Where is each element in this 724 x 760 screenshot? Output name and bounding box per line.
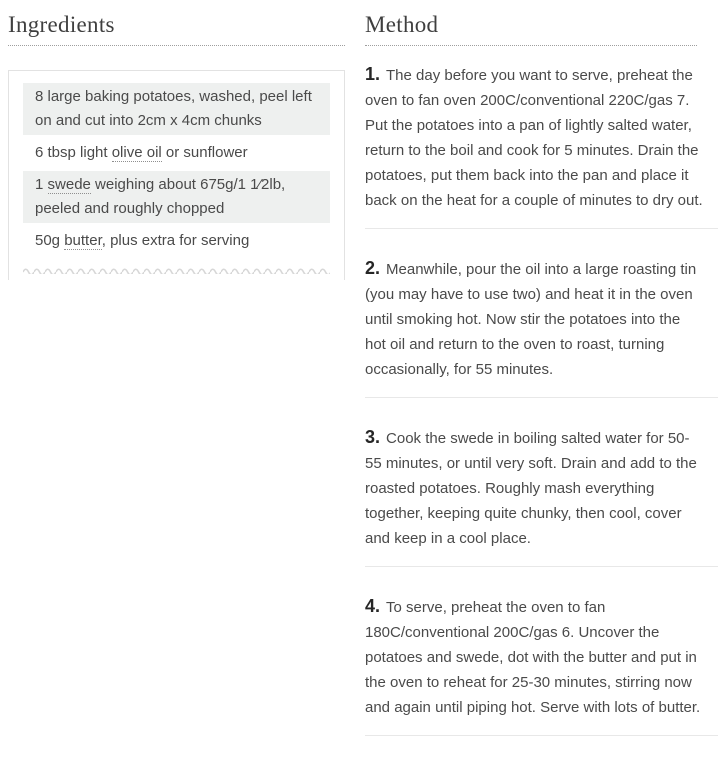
ingredient-text: 1 [35,176,48,193]
ingredient-text: 50g [35,232,65,249]
ingredient-item-potatoes [23,83,330,135]
ingredient-text: weighing about 675g/1 1⁄2lb, peeled and roughly chopped [35,176,286,217]
ingredients-section [8,10,345,760]
step-number: 1. [365,64,381,84]
ingredient-item-swede [23,171,330,223]
step-number: 2. [365,258,381,278]
ingredient-link-butter[interactable]: butter [64,232,102,249]
step-number: 3. [365,427,381,447]
ingredients-title: Ingredients [8,10,345,46]
step-text: Meanwhile, pour the oil into a large roasting tin (you may have to use two) and heat it in the oven until smoking hot. Now stir the potatoes into the hot oil and return to the oven to roast, turning occasionally, for 55 minutes. [365,261,697,378]
ingredient-item-butter [23,227,330,255]
ingredient-text: , plus extra for serving [101,232,250,249]
step-text: Cook the swede in boiling salted water for 50-55 minutes, or until very soft. Drain and add to the roasted potatoes. Roughly mash everything together, keeping quite chunky, then cool, cover and keep in a cool place. [365,430,697,547]
ingredient-text: or sunflower [161,144,248,161]
method-step-4 [365,594,718,736]
ingredient-item-olive-oil [23,139,330,167]
ingredient-link-olive-oil[interactable]: olive oil [111,144,162,161]
ingredients-box [8,70,345,280]
ingredient-text: 8 large baking potatoes, washed, peel left on and cut into 2cm x 4cm chunks [35,88,312,129]
method-step-1 [365,62,718,229]
method-steps [365,62,724,736]
ingredient-link-swede[interactable]: swede [47,176,91,193]
torn-edge-icon [23,265,330,274]
step-text: The day before you want to serve, preheat the oven to fan oven 200C/conventional 220C/gas 7. Put the potatoes into a pan of lightly salted water, return to the boil and cook for 5 minutes. Drain the potatoes, put them back into the pan and place it back on the heat for a couple of minutes to dry out. [365,67,703,209]
ingredient-text: 6 tbsp light [35,144,112,161]
method-section [365,10,724,760]
method-title: Method [365,10,697,46]
step-number: 4. [365,596,381,616]
ingredients-list [23,83,330,255]
method-step-3 [365,425,718,567]
step-text: To serve, preheat the oven to fan 180C/conventional 200C/gas 6. Uncover the potatoes and swede, dot with the butter and put in the oven to reheat for 25-30 minutes, stirring now and again until piping hot. Serve with lots of butter. [365,599,701,716]
method-step-2 [365,256,718,398]
